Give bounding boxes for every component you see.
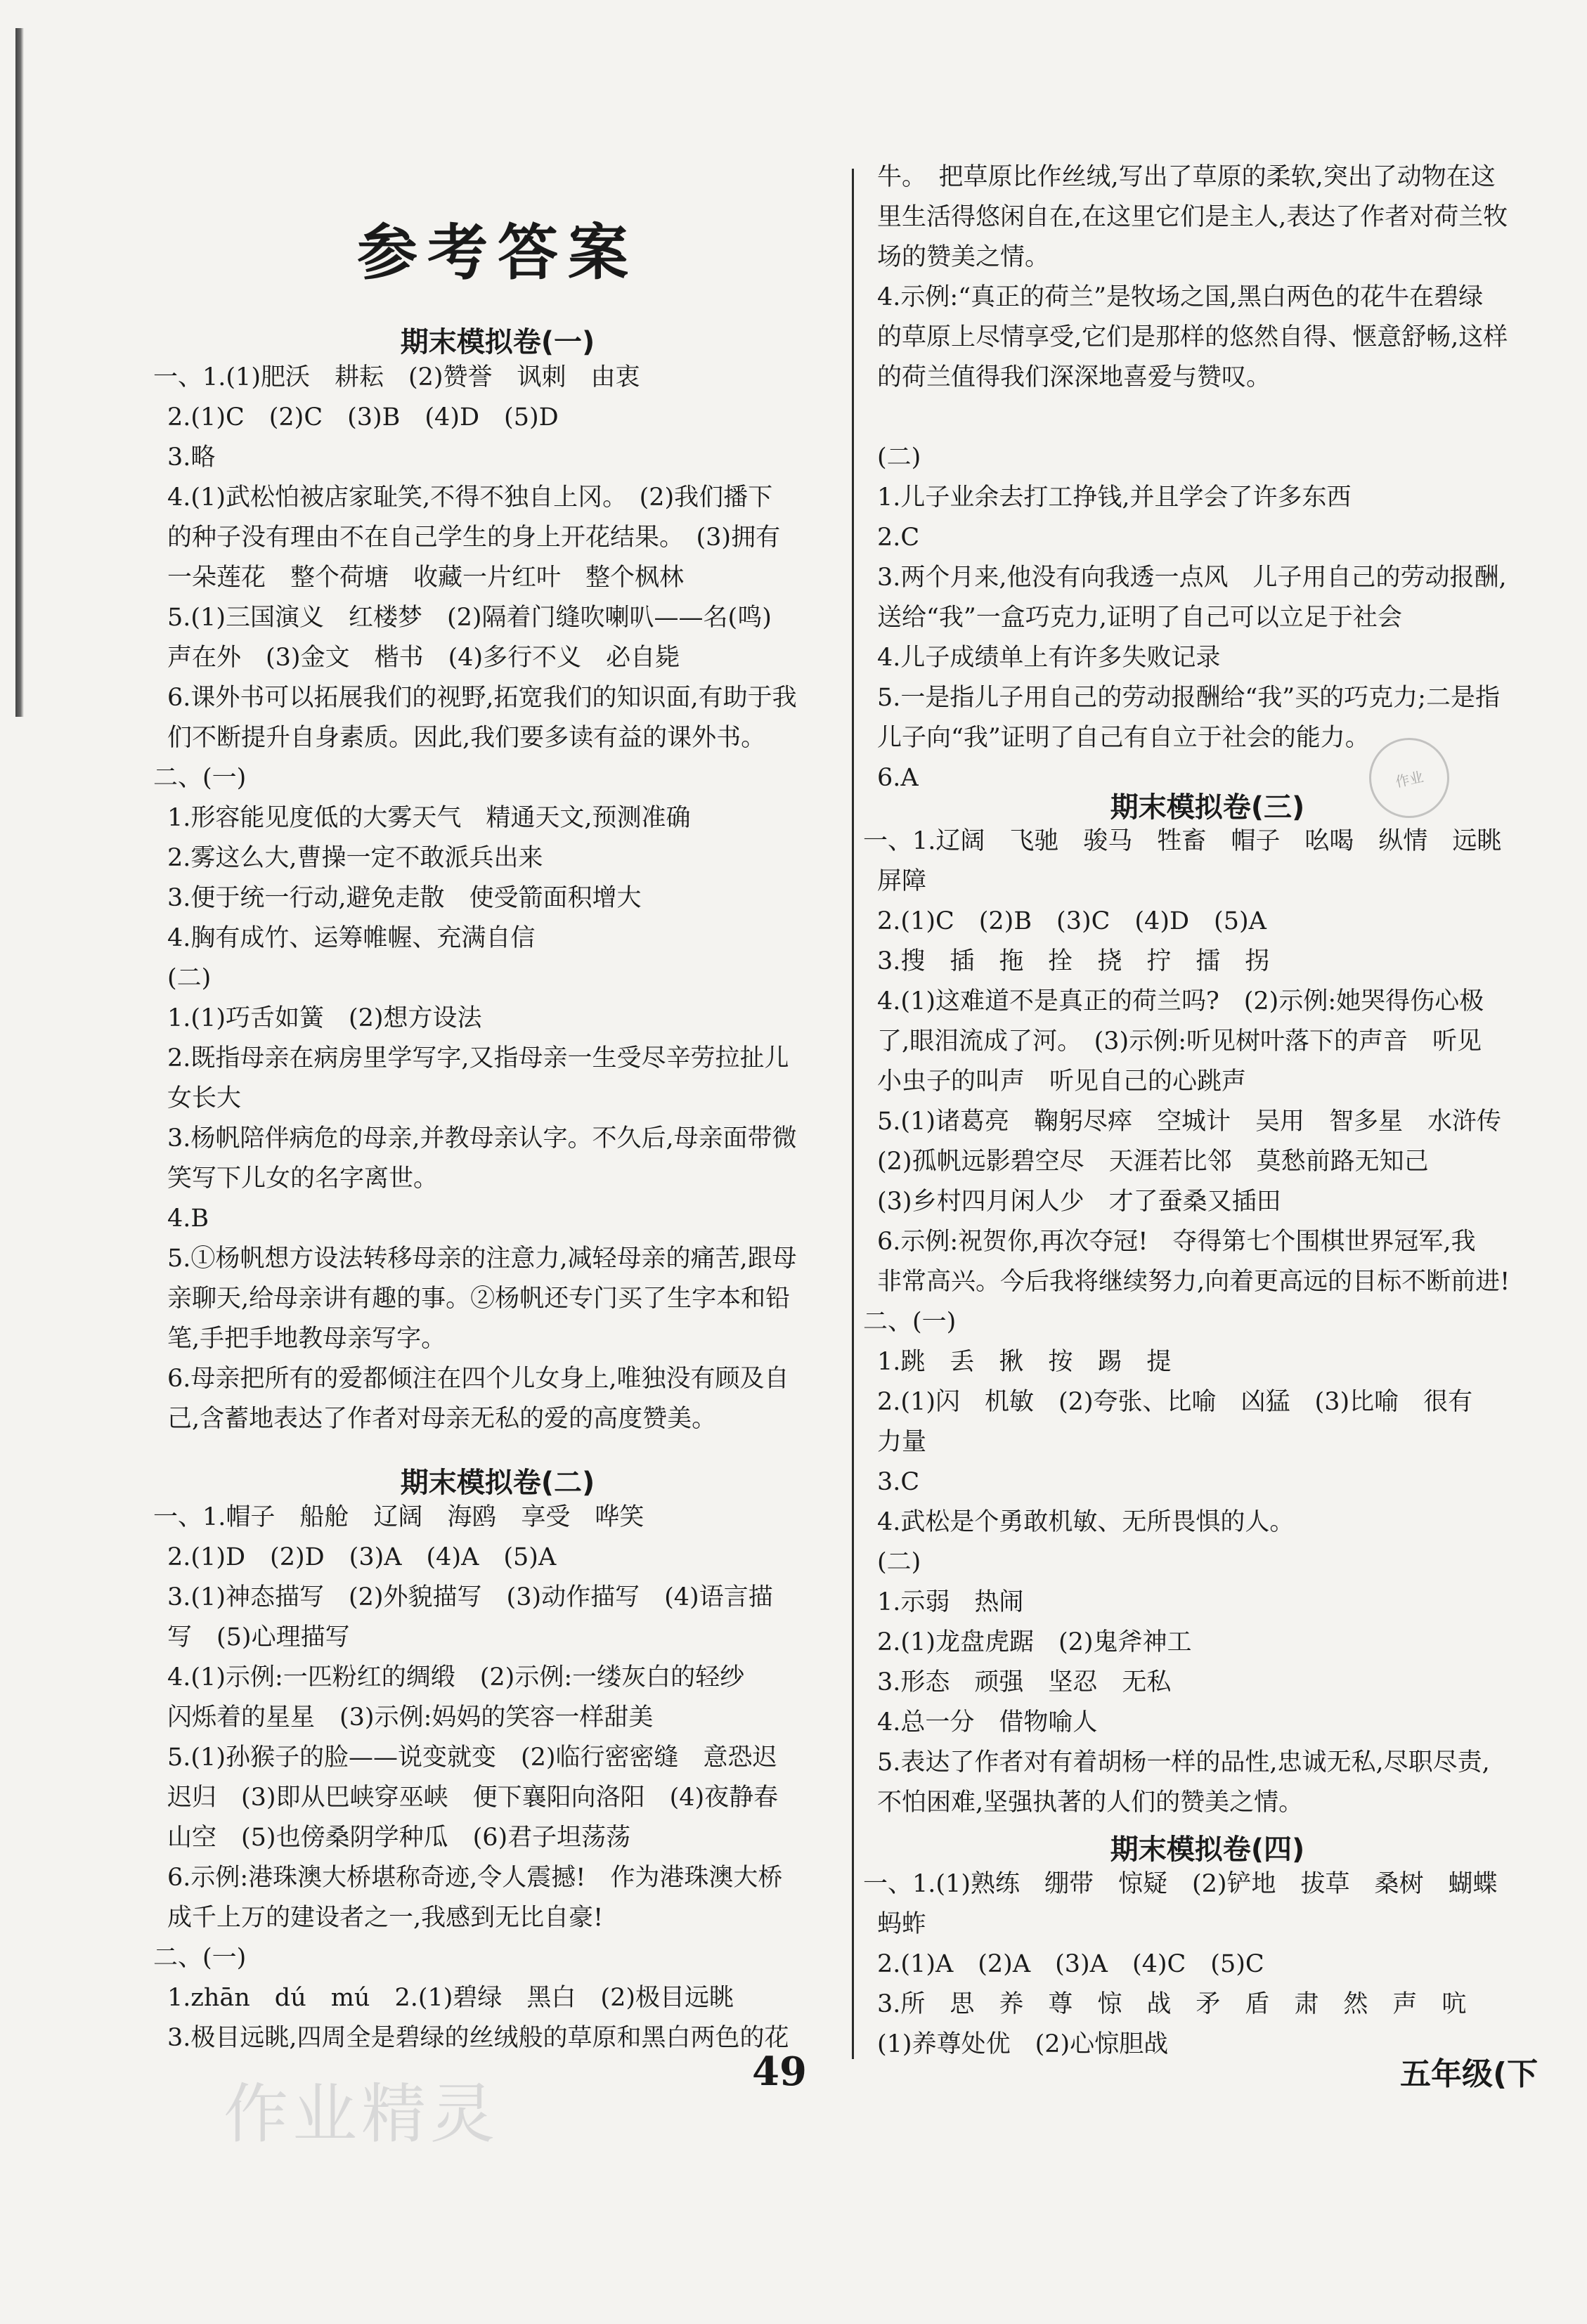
answer-line: 笑写下儿女的名字离世。: [167, 1164, 439, 1193]
watermark: 作业精灵: [224, 2077, 500, 2152]
answer-line: 迟归 (3)即从巴峡穿巫峡 便下襄阳向洛阳 (4)夜静春: [167, 1784, 779, 1812]
answer-line: 场的赞美之情。: [877, 243, 1050, 271]
section-heading-3: 期末模拟卷(三): [1110, 791, 1305, 824]
answer-line: 1.(1)巧舌如簧 (2)想方设法: [167, 1004, 482, 1032]
answer-line: 3.所 思 养 尊 惊 战 矛 盾 肃 然 声 吭: [877, 1990, 1467, 2018]
answer-line: 4.示例:“真正的荷兰”是牧场之国,黑白两色的花牛在碧绿: [877, 283, 1484, 311]
answer-line: 4.(1)武松怕被店家耻笑,不得不独自上冈。 (2)我们播下: [167, 483, 773, 512]
answer-line: 2.(1)A (2)A (3)A (4)C (5)C: [877, 1950, 1264, 1978]
answer-line: 的种子没有理由不在自己学生的身上开花结果。 (3)拥有: [167, 524, 781, 552]
answer-line: 的草原上尽情享受,它们是那样的悠然自得、惬意舒畅,这样: [877, 323, 1508, 351]
page-title: 参考答案: [357, 217, 638, 288]
answer-line: 3.便于统一行动,避免走散 使受箭面积增大: [167, 884, 642, 912]
answer-line: 3.两个月来,他没有向我透一点风 儿子用自己的劳动报酬,: [877, 564, 1507, 592]
answer-line: 写 (5)心理描写: [167, 1623, 350, 1651]
answer-line: 1.示弱 热闹: [877, 1588, 1024, 1616]
answer-line: (1)养尊处优 (2)心惊胆战: [877, 2030, 1169, 2058]
answer-line: 6.示例:港珠澳大桥堪称奇迹,令人震撼! 作为港珠澳大桥: [167, 1864, 783, 1892]
grade-label: 五年级(下: [1400, 2056, 1539, 2092]
answer-line: 女长大: [167, 1084, 242, 1112]
answer-line: 5.(1)诸葛亮 鞠躬尽瘁 空城计 吴用 智多星 水浒传: [877, 1108, 1501, 1136]
answer-line: 2.(1)闪 机敏 (2)夸张、比喻 凶猛 (3)比喻 很有: [877, 1388, 1473, 1416]
answer-line: 5.①杨帆想方设法转移母亲的注意力,减轻母亲的痛苦,跟母: [167, 1245, 797, 1273]
answer-line: 2.C: [877, 524, 920, 552]
answer-line: 二、(一): [863, 1308, 957, 1336]
answer-line: 非常高兴。今后我将继续努力,向着更高远的目标不断前进!: [877, 1268, 1510, 1296]
answer-line: (3)乡村四月闲人少 才了蚕桑又插田: [877, 1188, 1281, 1216]
answer-line: 3.极目远眺,四周全是碧绿的丝绒般的草原和黑白两色的花: [167, 2024, 789, 2052]
answer-line: 2.(1)龙盘虎踞 (2)鬼斧神工: [877, 1628, 1192, 1656]
answer-line: 4.武松是个勇敢机敏、无所畏惧的人。: [877, 1508, 1295, 1536]
answer-line: 4.(1)示例:一匹粉红的绸缎 (2)示例:一缕灰白的轻纱: [167, 1663, 745, 1692]
answer-line: 一、1.辽阔 飞驰 骏马 牲畜 帽子 吆喝 纵情 远眺: [863, 827, 1502, 855]
answer-line: 4.儿子成绩单上有许多失败记录: [877, 644, 1221, 672]
answer-line: 一朵莲花 整个荷塘 收藏一片红叶 整个枫林: [167, 564, 685, 592]
answer-line: 的荷兰值得我们深深地喜爱与赞叹。: [877, 363, 1271, 391]
answer-line: 儿子向“我”证明了自己有自立于社会的能力。: [877, 724, 1370, 752]
answer-line: 小虫子的叫声 听见自己的心跳声: [877, 1067, 1247, 1096]
column-divider: [852, 169, 854, 2059]
answer-line: 6.A: [877, 764, 919, 792]
answer-line: 力量: [877, 1428, 927, 1456]
answer-line: 5.(1)孙猴子的脸——说变就变 (2)临行密密缝 意恐迟: [167, 1744, 777, 1772]
answer-line: 5.一是指儿子用自己的劳动报酬给“我”买的巧克力;二是指: [877, 684, 1500, 712]
stamp-text: 作业: [1394, 767, 1425, 791]
answer-line: 6.母亲把所有的爱都倾注在四个儿女身上,唯独没有顾及自: [167, 1365, 789, 1393]
answer-line: 一、1.帽子 船舱 辽阔 海鸥 享受 哗笑: [153, 1503, 644, 1531]
answer-line: 3.C: [877, 1468, 920, 1496]
answer-line: 1.儿子业余去打工挣钱,并且学会了许多东西: [877, 483, 1352, 512]
answer-line: 3.搜 插 拖 拴 挠 拧 擂 拐: [877, 947, 1270, 975]
section-heading-1: 期末模拟卷(一): [400, 326, 595, 358]
answer-line: 4.总一分 借物喻人: [877, 1708, 1098, 1736]
answer-line: 牛。 把草原比作丝绒,写出了草原的柔软,突出了动物在这: [877, 163, 1496, 191]
section-heading-2: 期末模拟卷(二): [400, 1467, 595, 1499]
answer-line: 送给“我”一盒巧克力,证明了自己可以立足于社会: [877, 604, 1402, 632]
answer-line: 5.(1)三国演义 红楼梦 (2)隔着门缝吹喇叭——名(鸣): [167, 604, 772, 632]
page-number: 49: [752, 2049, 807, 2095]
answer-line: 2.(1)C (2)C (3)B (4)D (5)D: [167, 403, 559, 431]
answer-line: 己,含蓄地表达了作者对母亲无私的爱的高度赞美。: [167, 1405, 717, 1433]
answer-line: (2)孤帆远影碧空尽 天涯若比邻 莫愁前路无知己: [877, 1148, 1429, 1176]
answer-line: 了,眼泪流成了河。 (3)示例:听见树叶落下的声音 听见: [877, 1027, 1482, 1056]
answer-line: 2.既指母亲在病房里学写字,又指母亲一生受尽辛劳拉扯儿: [167, 1044, 789, 1072]
answer-line: 屏障: [877, 867, 927, 895]
answer-line: 1.跳 丢 揪 按 踢 提: [877, 1348, 1172, 1376]
answer-line: 闪烁着的星星 (3)示例:妈妈的笑容一样甜美: [167, 1703, 654, 1732]
answer-line: 3.略: [167, 443, 216, 472]
answer-line: 亲聊天,给母亲讲有趣的事。②杨帆还专门买了生字本和铅: [167, 1285, 791, 1313]
answer-line: (二): [877, 1548, 921, 1576]
answer-line: 6.课外书可以拓展我们的视野,拓宽我们的知识面,有助于我: [167, 684, 797, 712]
answer-line: 成千上万的建设者之一,我感到无比自豪!: [167, 1904, 604, 1932]
answer-line: 3.(1)神态描写 (2)外貌描写 (3)动作描写 (4)语言描: [167, 1583, 773, 1611]
answer-line: 4.(1)这难道不是真正的荷兰吗? (2)示例:她哭得伤心极: [877, 987, 1484, 1015]
answer-line: 5.表达了作者对有着胡杨一样的品性,忠诚无私,尽职尽责,: [877, 1748, 1490, 1777]
answer-line: 1.形容能见度低的大雾天气 精通天文,预测准确: [167, 804, 691, 832]
answer-line: 4.B: [167, 1205, 209, 1233]
section-heading-4: 期末模拟卷(四): [1110, 1833, 1305, 1866]
binding-spine: [15, 28, 24, 717]
answer-line: 们不断提升自身素质。因此,我们要多读有益的课外书。: [167, 724, 766, 752]
answer-line: 4.胸有成竹、运筹帷幄、充满自信: [167, 924, 536, 952]
answer-line: 蚂蚱: [877, 1910, 927, 1938]
answer-line: 2.雾这么大,曹操一定不敢派兵出来: [167, 844, 543, 872]
answer-line: 里生活得悠闲自在,在这里它们是主人,表达了作者对荷兰牧: [877, 203, 1508, 231]
answer-line: 一、1.(1)肥沃 耕耘 (2)赞誉 讽刺 由衷: [153, 363, 640, 391]
answer-line: 山空 (5)也傍桑阴学种瓜 (6)君子坦荡荡: [167, 1824, 631, 1852]
answer-line: 二、(一): [153, 764, 247, 792]
answer-line: 2.(1)D (2)D (3)A (4)A (5)A: [167, 1543, 557, 1571]
answer-line: 不怕困难,坚强执著的人们的赞美之情。: [877, 1789, 1304, 1817]
answer-line: 1.zhān dú mú 2.(1)碧绿 黑白 (2)极目远眺: [167, 1984, 734, 2012]
answer-line: 笔,手把手地教母亲写字。: [167, 1325, 446, 1353]
answer-line: (二): [877, 443, 921, 472]
answer-line: 二、(一): [153, 1944, 247, 1972]
answer-line: 2.(1)C (2)B (3)C (4)D (5)A: [877, 907, 1267, 935]
answer-line: 3.杨帆陪伴病危的母亲,并教母亲认字。不久后,母亲面带微: [167, 1124, 797, 1153]
answer-line: (二): [167, 964, 212, 992]
answer-line: 3.形态 顽强 坚忍 无私: [877, 1668, 1172, 1696]
answer-line: 6.示例:祝贺你,再次夺冠! 夺得第七个围棋世界冠军,我: [877, 1228, 1476, 1256]
answer-line: 一、1.(1)熟练 绷带 惊疑 (2)铲地 拔草 桑树 蝴蝶: [863, 1870, 1498, 1898]
answer-line: 声在外 (3)金文 楷书 (4)多行不义 必自毙: [167, 644, 680, 672]
